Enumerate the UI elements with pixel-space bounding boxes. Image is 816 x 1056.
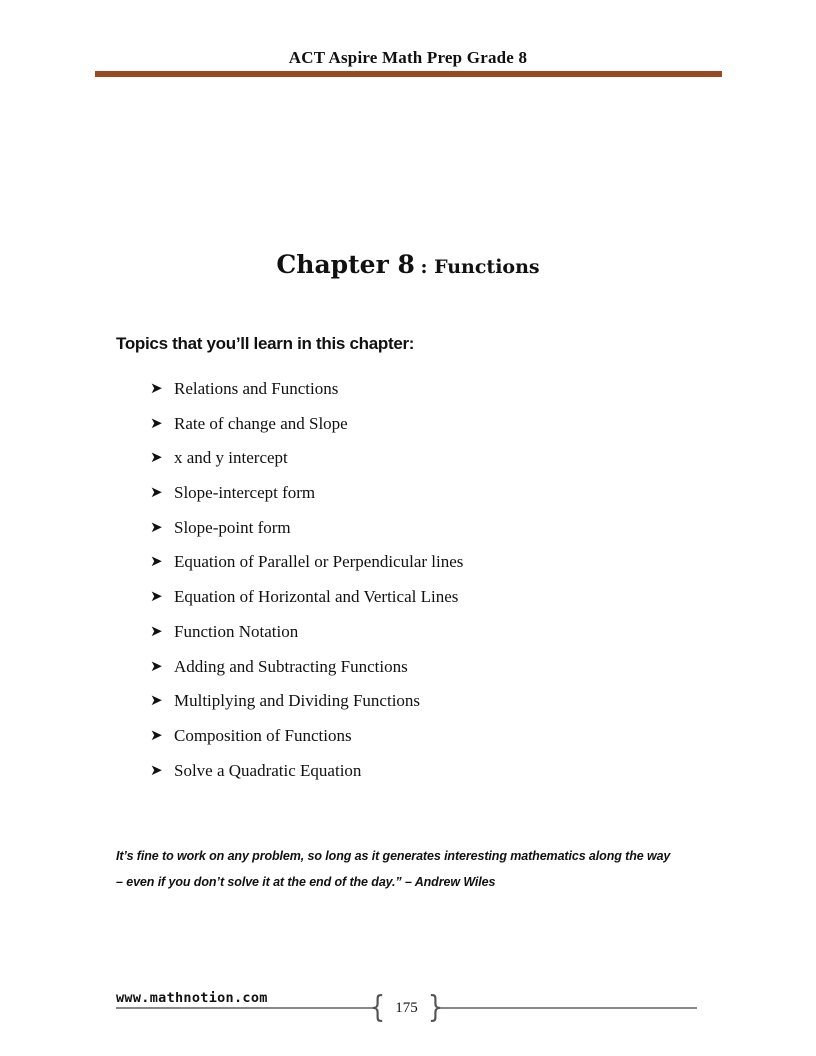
page-number-frame bbox=[370, 990, 443, 1026]
arrow-bullet-icon: ➤ bbox=[150, 623, 163, 640]
footer-rule-left bbox=[116, 1007, 374, 1009]
arrow-bullet-icon: ➤ bbox=[150, 727, 163, 744]
arrow-bullet-icon: ➤ bbox=[150, 589, 163, 606]
list-item bbox=[150, 657, 463, 692]
topic-label: Rate of change and Slope bbox=[174, 413, 348, 433]
quote-line-2: – even if you don’t solve it at the end of the day.” – Andrew Wiles bbox=[116, 875, 496, 889]
topic-label: Slope-intercept form bbox=[174, 483, 316, 503]
topic-label: Composition of Functions bbox=[174, 725, 352, 745]
topic-label: Solve a Quadratic Equation bbox=[174, 760, 362, 780]
arrow-bullet-icon: ➤ bbox=[150, 519, 163, 536]
topics-heading: Topics that you’ll learn in this chapter: bbox=[116, 334, 415, 353]
quote-line-1: It’s fine to work on any problem, so long as it generates interesting mathematics along the way bbox=[116, 849, 671, 863]
topic-label: x and y intercept bbox=[174, 448, 288, 468]
list-item bbox=[150, 379, 463, 414]
page-number: 175 bbox=[395, 999, 418, 1016]
list-item bbox=[150, 414, 463, 449]
left-brace-icon: { bbox=[370, 990, 386, 1025]
list-item bbox=[150, 483, 463, 518]
arrow-bullet-icon: ➤ bbox=[150, 762, 163, 779]
chapter-title bbox=[0, 250, 816, 279]
arrow-bullet-icon: ➤ bbox=[150, 450, 163, 467]
list-item bbox=[150, 518, 463, 553]
arrow-bullet-icon: ➤ bbox=[150, 693, 163, 710]
list-item bbox=[150, 448, 463, 483]
list-item bbox=[150, 552, 463, 587]
running-header: ACT Aspire Math Prep Grade 8 bbox=[288, 48, 528, 67]
topic-label: Equation of Horizontal and Vertical Lines bbox=[174, 587, 459, 607]
list-item bbox=[150, 587, 463, 622]
arrow-bullet-icon: ➤ bbox=[150, 415, 163, 432]
topic-label: Function Notation bbox=[174, 621, 299, 641]
chapter-quote bbox=[116, 843, 726, 895]
footer-website-link[interactable]: www.mathnotion.com bbox=[116, 990, 268, 1006]
topic-label: Adding and Subtracting Functions bbox=[174, 656, 408, 676]
topics-list bbox=[150, 379, 463, 795]
arrow-bullet-icon: ➤ bbox=[150, 485, 163, 502]
list-item bbox=[150, 726, 463, 761]
list-item bbox=[150, 622, 463, 657]
right-brace-icon: } bbox=[427, 990, 443, 1025]
chapter-number: Chapter 8 bbox=[276, 250, 415, 279]
header-rule bbox=[95, 71, 722, 77]
arrow-bullet-icon: ➤ bbox=[150, 381, 163, 397]
list-item bbox=[150, 761, 463, 796]
list-item bbox=[150, 691, 463, 726]
arrow-bullet-icon: ➤ bbox=[150, 554, 163, 571]
topic-label: Multiplying and Dividing Functions bbox=[174, 691, 421, 711]
topic-label: Relations and Functions bbox=[174, 379, 339, 398]
footer-rule-right bbox=[439, 1007, 697, 1009]
topic-label: Equation of Parallel or Perpendicular lines bbox=[174, 552, 464, 572]
chapter-name: : Functions bbox=[420, 256, 540, 278]
arrow-bullet-icon: ➤ bbox=[150, 658, 163, 675]
topic-label: Slope-point form bbox=[174, 517, 291, 537]
